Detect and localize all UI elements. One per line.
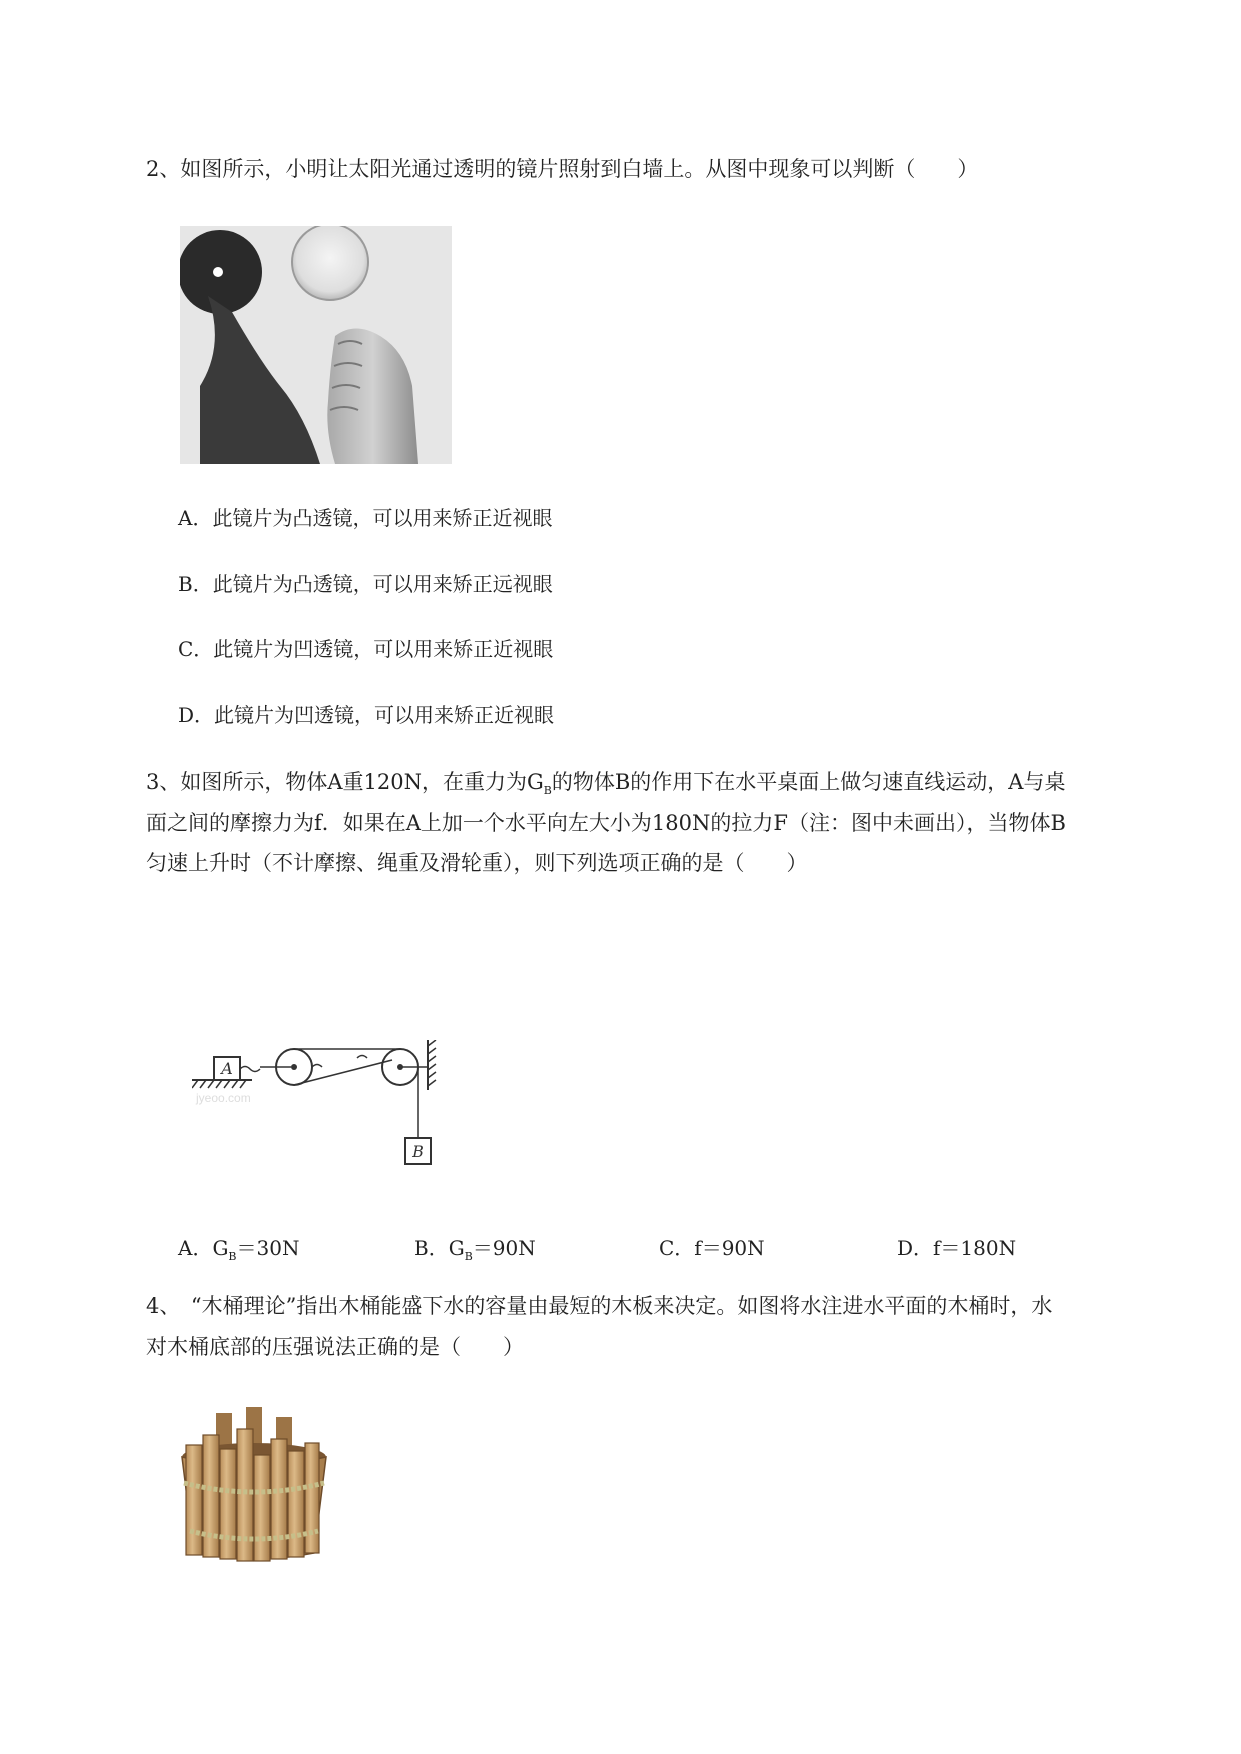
question-4-line-2: 对木桶底部的压强说法正确的是（ ） bbox=[146, 1335, 524, 1359]
question-3-option-b: B．$G_B=90N$ bbox=[414, 1236, 536, 1263]
block-a-label: A bbox=[221, 1059, 233, 1078]
question-3-line-2: 面之间的摩擦力为f．如果在A上加一个水平向左大小为180N的拉力F（注：图中未画出），当物体B bbox=[146, 811, 1066, 835]
question-3-line-1-head: 3、如图所示，物体A重120N，在重力为G bbox=[146, 770, 544, 794]
wooden-bucket-illustration bbox=[176, 1405, 332, 1565]
question-3-line-3: 匀速上升时（不计摩擦、绳重及滑轮重），则下列选项正确的是（ ） bbox=[146, 851, 808, 875]
question-3-option-a: A．$G_B=30N$ bbox=[178, 1236, 300, 1263]
question-3-line-1-subscript: B bbox=[543, 784, 552, 798]
question-2-option-b: B．此镜片为凸透镜，可以用来矫正远视眼 bbox=[178, 572, 553, 596]
question-3-option-c: C．f＝90N bbox=[659, 1236, 765, 1260]
question-3-line-1-tail: 的物体B的作用下在水平桌面上做匀速直线运动，A与桌 bbox=[551, 770, 1066, 794]
question-2-option-a: A．此镜片为凸透镜，可以用来矫正近视眼 bbox=[178, 506, 553, 530]
question-3-line-1 bbox=[146, 767, 1065, 806]
question-2-option-d: D．此镜片为凹透镜，可以用来矫正近视眼 bbox=[178, 703, 555, 727]
watermark: jyeoo.com bbox=[196, 1091, 251, 1105]
pulley-diagram bbox=[192, 1040, 444, 1172]
block-b-label: B bbox=[412, 1142, 424, 1161]
question-3-option-d: D．f＝180N bbox=[897, 1236, 1017, 1260]
question-2-option-c: C．此镜片为凹透镜，可以用来矫正近视眼 bbox=[178, 637, 554, 661]
question-4-line-1: 4、 “木桶理论”指出木桶能盛下水的容量由最短的木板来决定。如图将水注进水平面的木桶时，水 bbox=[146, 1294, 1053, 1318]
lens-photo bbox=[180, 226, 452, 464]
question-2-stem: 2、如图所示，小明让太阳光通过透明的镜片照射到白墙上。从图中现象可以判断（ ） bbox=[146, 157, 979, 181]
